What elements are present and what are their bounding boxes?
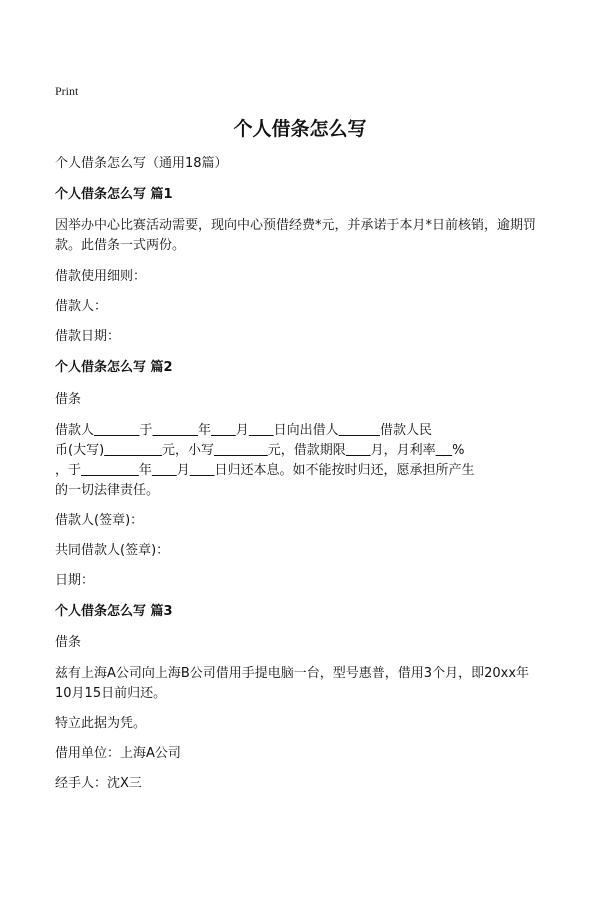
- repay-year-blank: [81, 463, 139, 478]
- loan-form-text: 日向出借人: [273, 423, 339, 438]
- loan-form-text: ，于: [55, 463, 82, 478]
- section-3-paragraph: 兹有上海A公司向上海B公司借用手提电脑一台，型号惠普，借用3个月，即20xx年10月15日前归还。: [55, 666, 530, 701]
- month-blank: [211, 423, 236, 438]
- loan-form-line-3: [55, 461, 555, 481]
- loan-form-text: 年: [197, 423, 211, 438]
- loan-form-text: 月: [235, 423, 249, 438]
- loan-form-line-4: [55, 481, 555, 501]
- loan-form-text: 的一切法律责任。: [55, 483, 160, 498]
- section-1-paragraph: 因举办中心比赛活动需要，现向中心预借经费*元，并承诺于本月*日前核销，逾期罚款。此借条一式两份。: [55, 218, 537, 253]
- borrower-signature: 借款人(签章)：: [55, 513, 144, 528]
- loan-form-text: 月，月利率: [370, 443, 436, 458]
- loan-form-text: 币(大写): [55, 443, 105, 458]
- section-2-heading: 个人借条怎么写 篇2: [55, 360, 173, 375]
- section-3-doc-title: 借条: [55, 635, 82, 650]
- section-3-handler: 经手人：沈X三: [55, 776, 142, 791]
- repay-day-blank: [190, 463, 215, 478]
- repay-month-blank: [152, 463, 177, 478]
- co-borrower-signature: 共同借款人(签章)：: [55, 543, 170, 558]
- loan-form-text: 元，小写: [162, 443, 215, 458]
- loan-form-line-1: [55, 421, 555, 441]
- date-blank: [153, 423, 198, 438]
- print-label: Print: [55, 84, 79, 98]
- rate-blank: [436, 443, 453, 458]
- loan-form-text: 元，借款期限: [267, 443, 346, 458]
- section-1-date: 借款日期：: [55, 329, 121, 344]
- term-blank: [346, 443, 371, 458]
- document-subtitle: 个人借条怎么写（通用18篇）: [55, 156, 228, 171]
- loan-form-text: 借款人民: [379, 423, 432, 438]
- amount-upper-blank: [104, 443, 162, 458]
- loan-form-text: 于: [139, 423, 153, 438]
- amount-lower-blank: [214, 443, 268, 458]
- section-2-doc-title: 借条: [55, 392, 82, 407]
- day-blank: [249, 423, 274, 438]
- section-3-proof: 特立此据为凭。: [55, 716, 147, 731]
- section-3-heading: 个人借条怎么写 篇3: [55, 604, 173, 619]
- section-3-unit: 借用单位：上海A公司: [55, 746, 181, 761]
- loan-form-line-2: [55, 441, 555, 461]
- loan-form-text: 日归还本息。如不能按时归还，愿承担所产生: [214, 463, 475, 478]
- section-2-date: 日期：: [55, 573, 95, 588]
- section-1-detail: 借款使用细则：: [55, 269, 147, 284]
- page-title: 个人借条怎么写: [233, 118, 367, 140]
- loan-form-text: %: [452, 443, 465, 458]
- borrower-blank: [94, 423, 139, 438]
- loan-form-text: 年: [138, 463, 152, 478]
- section-1-borrower: 借款人：: [55, 299, 108, 314]
- section-1-heading: 个人借条怎么写 篇1: [55, 187, 173, 202]
- loan-form-text: 月: [176, 463, 190, 478]
- loan-form-text: 借款人: [55, 423, 95, 438]
- lender-blank: [339, 423, 380, 438]
